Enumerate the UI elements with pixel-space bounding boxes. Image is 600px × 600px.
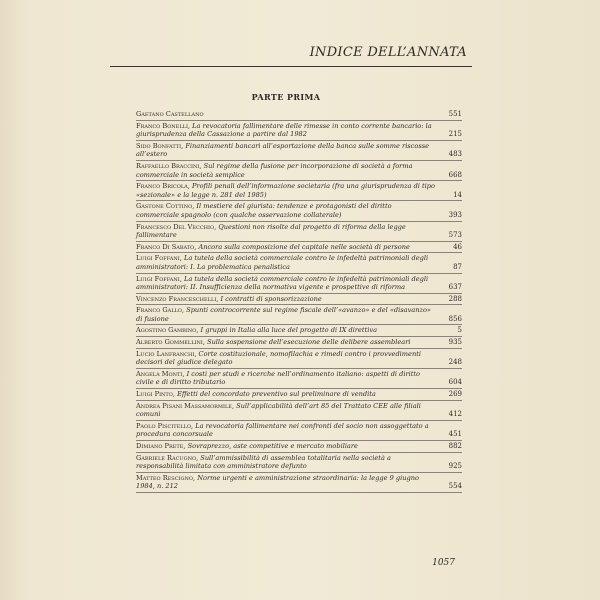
entry-title: La revocatoria fallimentare delle rimesse in conto corrente bancario: la giurisprudenza della Cassazione a partire dal 1982	[136, 121, 432, 139]
entry-title: I contratti di sponsorizzazione	[220, 294, 322, 303]
entry-title: La tutela della società commerciale contro le infedeltà patrimoniali degli amministratori: II. Insufficienza della normativa vigente e prospettive di riforma	[136, 274, 429, 292]
entry-author: Alberto Gommellini,	[136, 338, 205, 347]
entry-author: Angela Monti,	[136, 369, 185, 378]
entry-author: Luigi Foffani,	[136, 274, 182, 283]
entry-title: Sull’applicabilità dell’art 85 del Trattato CEE alle filiali comuni	[136, 401, 421, 419]
entry-page-number: 14	[453, 190, 462, 199]
toc-entry	[136, 349, 462, 369]
toc-entry	[136, 121, 462, 141]
toc-entry	[136, 337, 462, 349]
toc-entry	[136, 222, 462, 242]
header-rule	[110, 66, 472, 67]
entry-author: Sido Bonfatti,	[136, 141, 184, 150]
toc-entry	[136, 473, 462, 493]
toc-entry	[136, 294, 462, 306]
entry-page-number: 248	[448, 358, 462, 367]
entry-author: Paolo Piscitello,	[136, 421, 194, 430]
entry-page-number: 393	[448, 210, 462, 219]
entry-title: Sovraprezzo, aste competitive e mercato mobiliare	[187, 442, 358, 450]
toc-entry	[136, 401, 462, 421]
toc-entry	[136, 325, 462, 337]
entry-title: I gruppi in Italia alla luce del progetto di IX direttiva	[200, 326, 377, 335]
entry-author: Lucio Lanfranchi,	[136, 349, 197, 358]
entry-author: Raffaello Braccini,	[136, 161, 202, 170]
entry-page-number: 882	[448, 442, 462, 450]
entry-author: Vincenzo Franceschelli,	[136, 294, 219, 303]
entry-author: Dimiano Prete,	[136, 442, 186, 450]
entry-page-number: 856	[448, 314, 462, 323]
toc-entry	[136, 253, 462, 273]
toc-entry	[136, 201, 462, 221]
entry-page-number: 87	[453, 262, 462, 271]
entry-page-number: 288	[448, 294, 462, 303]
toc-entry	[136, 305, 462, 325]
section-title: PARTE PRIMA	[251, 92, 321, 102]
entry-author: Gaetano Castellano	[136, 110, 204, 118]
toc-entry	[136, 181, 462, 201]
toc-entry	[136, 161, 462, 181]
toc-entry	[136, 369, 462, 389]
entry-page-number: 412	[448, 410, 462, 419]
entry-page-number: 573	[448, 231, 462, 240]
entry-page-number: 5	[457, 326, 462, 335]
entry-author: Andrea Pisani Massamormile,	[136, 401, 235, 410]
entry-page-number: 668	[448, 170, 462, 179]
entry-page-number: 637	[448, 283, 462, 292]
entry-title: Sul regime della fusione per incorporazione di società a forma commerciale in società semplice	[136, 161, 413, 179]
entry-title: La tutela della società commerciale contro le infedeltà patrimoniali degli amministratori: I. La problematica penalistica	[136, 254, 429, 271]
entry-author: Franco Bricola,	[136, 182, 190, 191]
entry-title: Finanziamenti bancari all’esportazione della banca sulle somme riscosse all’estero	[136, 141, 430, 159]
toc-entry	[136, 274, 462, 294]
toc-entry	[136, 141, 462, 161]
entry-title: Sulla sospensione dell’esecuzione delle delibere assembleari	[207, 338, 411, 347]
entry-page-number: 215	[448, 130, 462, 139]
entry-author: Gabriele Racugno,	[136, 453, 199, 462]
entry-author: Gastone Cottino,	[136, 202, 195, 211]
table-of-contents	[136, 109, 462, 493]
toc-entry	[136, 441, 462, 453]
entry-title: Sull’ammissibilità di assemblea totalitaria nella società a responsabilità limitata con amministratore defunto	[136, 453, 391, 471]
entry-page-number: 451	[448, 430, 462, 439]
entry-page-number: 604	[448, 378, 462, 387]
entry-title: Norme urgenti e amministrazione straordinaria: la legge 9 giugno 1984, n. 212	[136, 473, 419, 491]
entry-author: Matteo Rescigno,	[136, 473, 196, 482]
entry-page-number: 554	[448, 482, 462, 491]
entry-page-number: 935	[448, 338, 462, 347]
entry-author: Luigi Pinto,	[136, 390, 175, 399]
toc-entry	[136, 389, 462, 401]
toc-entry	[136, 242, 462, 254]
entry-title: La revocatoria fallimentare nei confronti del socio non assoggettato a procedura concorsuale	[136, 421, 429, 439]
entry-title: Spunti controcorrente sul regime fiscale dell’«avanzo» e del «disavanzo» di fusione	[136, 306, 431, 323]
toc-entry	[136, 421, 462, 441]
entry-author: Franco Di Sabato,	[136, 242, 197, 251]
entry-author: Francesco Del Vecchio,	[136, 222, 217, 231]
toc-entry	[136, 453, 462, 473]
entry-title: Questioni non risolte dal progetto di riforma della legge fallimentare	[136, 222, 406, 240]
entry-title: Ancora sulla composizione del capitale nelle società di persone	[198, 242, 410, 251]
entry-page-number: 925	[448, 462, 462, 471]
entry-author: Franco Gallo,	[136, 306, 185, 315]
entry-author: Franco Bonelli,	[136, 121, 191, 130]
entry-author: Luigi Foffani,	[136, 254, 182, 263]
entry-page-number: 551	[448, 110, 462, 118]
entry-title: I costi per studi e ricerche nell’ordinamento italiano: aspetti di diritto civile e di diritto tributario	[136, 369, 420, 387]
toc-entry	[136, 109, 462, 121]
page-number: 1057	[432, 558, 455, 568]
entry-title: Profili penali dell’informazione societaria (fra una giurisprudenza di tipo «sezionale» e la legge n. 281 del 1985)	[136, 182, 435, 199]
entry-title: Effetti del concordato preventivo sul preliminare di vendita	[177, 390, 376, 399]
entry-page-number: 483	[448, 150, 462, 159]
entry-title: Corte costituzionale, nomofilachia e rimedi contro i provvedimenti decisori del giudice delegato	[136, 349, 421, 367]
entry-page-number: 269	[448, 390, 462, 399]
entry-title: Il mestiere del giurista: tendenze e protagonisti del diritto commerciale spagnolo (con qualche osservazione collaterale)	[136, 202, 392, 219]
running-head: INDICE DELL’ANNATA	[309, 45, 467, 60]
entry-page-number: 46	[453, 242, 462, 251]
entry-author: Agostino Gambino,	[136, 326, 199, 335]
